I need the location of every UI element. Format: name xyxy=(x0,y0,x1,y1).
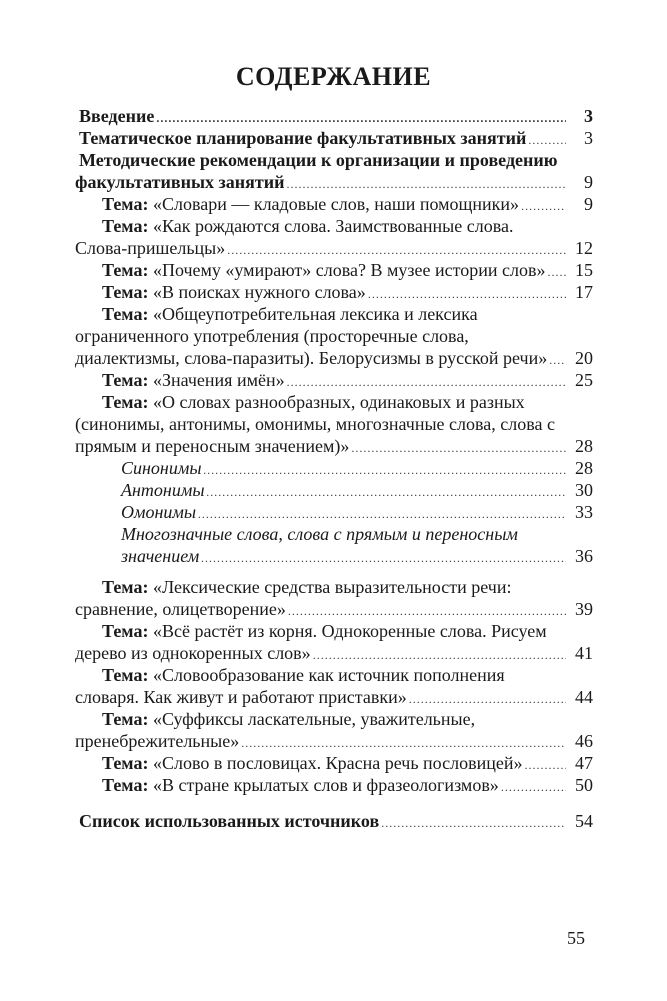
topic-label: Тема: xyxy=(102,216,149,236)
entry-page: 36 xyxy=(575,546,593,566)
toc-entry-line: Тема: «Суффиксы ласкательные, уважительные, xyxy=(102,709,476,729)
entry-title: Тематическое планирование факультативных занятий xyxy=(79,128,527,148)
topic-label: Тема: xyxy=(102,260,149,280)
toc-entry-recommendations-line1: Методические рекомендации к организации и проведению xyxy=(79,150,558,170)
entry-page: 54 xyxy=(575,811,593,831)
entry-title: диалектизмы, слова-паразиты). Белорусизмы в русской речи» xyxy=(75,348,548,368)
entry-page: 47 xyxy=(575,753,593,773)
toc-entry-line: Тема: «Словообразование как источник пополнения xyxy=(102,665,505,685)
entry-page: 44 xyxy=(575,687,593,707)
entry-page: 3 xyxy=(584,128,593,148)
toc-subentry[interactable] xyxy=(121,501,593,523)
entry-page: 28 xyxy=(575,436,593,456)
toc-entry-topic[interactable] xyxy=(102,259,593,281)
entry-title: Омонимы xyxy=(121,502,197,522)
entry-page: 33 xyxy=(575,502,593,522)
toc-entry-topic[interactable] xyxy=(75,435,593,457)
toc-entry-topic[interactable] xyxy=(102,193,593,215)
dot-leader xyxy=(381,812,566,834)
toc-subentry-line: Многозначные слова, слова с прямым и переносным xyxy=(121,524,518,544)
entry-page: 39 xyxy=(575,599,593,619)
toc-entry-recommendations[interactable] xyxy=(75,171,593,193)
toc-entry-line: ограниченного употребления (просторечные слова, xyxy=(75,326,469,346)
entry-page: 28 xyxy=(575,458,593,478)
dot-leader xyxy=(521,195,566,217)
toc-entry-topic[interactable] xyxy=(102,774,593,796)
entry-title: пренебрежительные» xyxy=(75,731,240,751)
entry-title: «В поисках нужного слова» xyxy=(148,282,366,302)
entry-page: 46 xyxy=(575,731,593,751)
entry-page: 12 xyxy=(575,238,593,258)
entry-page: 17 xyxy=(575,282,593,302)
toc-subentry[interactable] xyxy=(121,479,593,501)
dot-leader xyxy=(207,481,566,503)
topic-label: Тема: xyxy=(102,775,149,795)
entry-title: «В стране крылатых слов и фразеологизмов» xyxy=(148,775,499,795)
topic-label: Тема: xyxy=(102,392,149,412)
entry-title: Введение xyxy=(79,106,155,126)
toc-subentry[interactable] xyxy=(121,457,593,479)
dot-leader xyxy=(227,239,566,261)
entry-title: факультативных занятий xyxy=(75,172,285,192)
entry-title: «Значения имён» xyxy=(148,370,285,390)
dot-leader xyxy=(368,283,566,305)
toc-entry-topic[interactable] xyxy=(75,237,593,259)
entry-title: сравнение, олицетворение» xyxy=(75,599,286,619)
topic-label: Тема: xyxy=(102,753,149,773)
dot-leader xyxy=(351,437,566,459)
dot-leader xyxy=(204,459,566,481)
entry-title: словаря. Как живут и работают приставки» xyxy=(75,687,407,707)
toc-entry-planning[interactable] xyxy=(79,127,593,149)
dot-leader xyxy=(241,732,566,754)
toc-entry-intro[interactable] xyxy=(79,105,593,127)
toc-entry-sources[interactable] xyxy=(79,810,593,832)
entry-title: Синонимы xyxy=(121,458,202,478)
topic-label: Тема: xyxy=(102,282,149,302)
toc-entry-line: Тема: «Всё растёт из корня. Однокоренные слова. Рисуем xyxy=(102,621,547,641)
entry-title: дерево из однокоренных слов» xyxy=(75,643,311,663)
entry-page: 50 xyxy=(575,775,593,795)
topic-label: Тема: xyxy=(102,665,149,685)
toc-entry-topic[interactable] xyxy=(102,752,593,774)
dot-leader xyxy=(313,644,566,666)
dot-leader xyxy=(288,600,566,622)
toc-entry-line: Тема: «Как рождаются слова. Заимствованные слова. xyxy=(102,216,514,236)
toc-entry-topic[interactable] xyxy=(75,642,593,664)
entry-page: 15 xyxy=(575,260,593,280)
topic-label: Тема: xyxy=(102,304,149,324)
entry-title: Антонимы xyxy=(121,480,205,500)
entry-title: прямым и переносным значением)» xyxy=(75,436,350,456)
entry-page: 9 xyxy=(584,194,593,214)
dot-leader xyxy=(201,547,566,569)
dot-leader xyxy=(549,349,566,371)
topic-label: Тема: xyxy=(102,621,149,641)
entry-title: «Слово в пословицах. Красна речь пословицей» xyxy=(148,753,523,773)
dot-leader xyxy=(286,173,566,195)
entry-title: значением xyxy=(121,546,200,566)
toc-entry-topic[interactable] xyxy=(102,369,593,391)
dot-leader xyxy=(524,754,566,776)
page-title: СОДЕРЖАНИЕ xyxy=(235,62,432,91)
dot-leader xyxy=(547,261,566,283)
dot-leader xyxy=(198,503,566,525)
toc-entry-line: (синонимы, антонимы, омонимы, многозначные слова, слова с xyxy=(75,414,555,434)
toc-entry-topic[interactable] xyxy=(75,598,593,620)
topic-label: Тема: xyxy=(102,194,149,214)
entry-title: «Словари — кладовые слов, наши помощники» xyxy=(148,194,520,214)
page-number: 55 xyxy=(567,928,585,948)
dot-leader xyxy=(156,107,566,129)
toc-entry-topic[interactable] xyxy=(75,730,593,752)
dot-leader xyxy=(409,688,566,710)
entry-title: Список использованных источников xyxy=(79,811,380,831)
toc-entry-topic[interactable] xyxy=(75,347,593,369)
topic-label: Тема: xyxy=(102,709,149,729)
toc-entry-line: Тема: «Лексические средства выразительности речи: xyxy=(102,577,512,597)
toc-entry-topic[interactable] xyxy=(102,281,593,303)
topic-label: Тема: xyxy=(102,577,149,597)
entry-title: Слова-пришельцы» xyxy=(75,238,226,258)
toc-entry-line: Тема: «О словах разнообразных, одинаковых и разных xyxy=(102,392,525,412)
toc-entry-topic[interactable] xyxy=(75,686,593,708)
topic-label: Тема: xyxy=(102,370,149,390)
entry-page: 20 xyxy=(575,348,593,368)
dot-leader xyxy=(287,371,566,393)
dot-leader xyxy=(501,776,566,798)
toc-entry-line: Тема: «Общеупотребительная лексика и лексика xyxy=(102,304,478,324)
dot-leader xyxy=(528,129,566,151)
entry-title: «Почему «умирают» слова? В музее истории слов» xyxy=(148,260,546,280)
entry-page: 3 xyxy=(584,106,593,126)
entry-page: 25 xyxy=(575,370,593,390)
toc-subentry[interactable] xyxy=(121,545,593,567)
entry-page: 41 xyxy=(575,643,593,663)
entry-page: 9 xyxy=(584,172,593,192)
entry-page: 30 xyxy=(575,480,593,500)
